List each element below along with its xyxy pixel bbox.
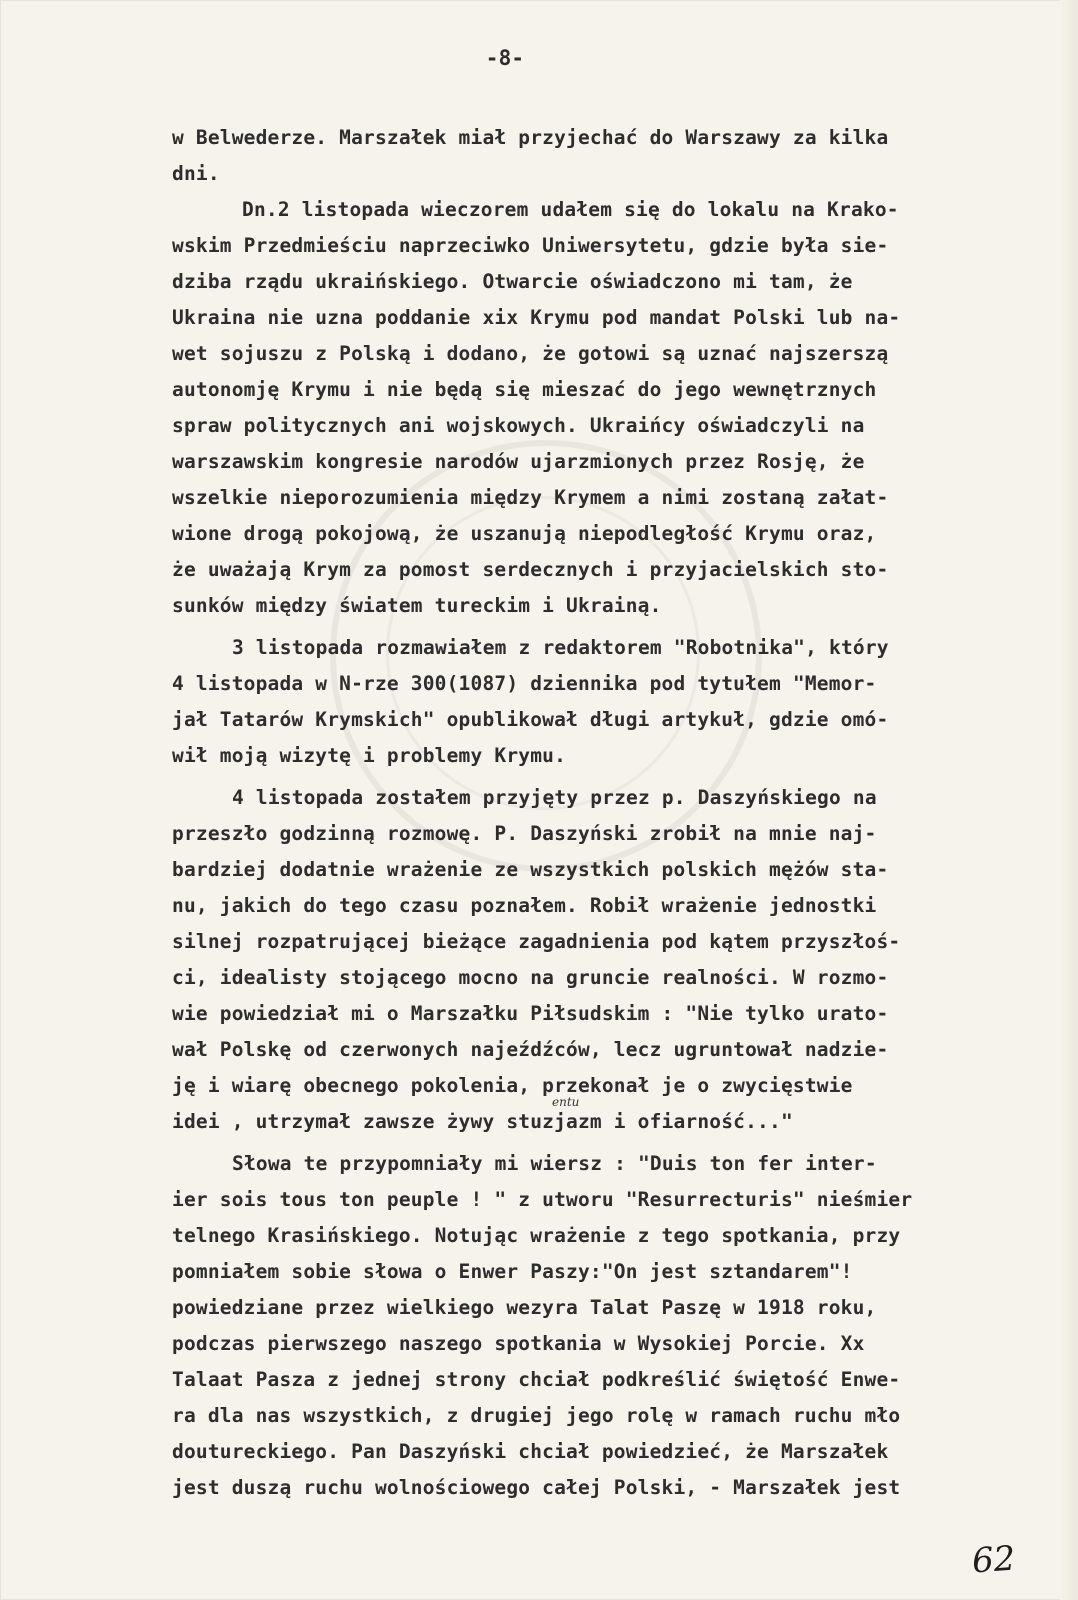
text-line: sunków między światem tureckim i Ukrainą.: [172, 594, 662, 617]
text-line: ier sois tous ton peuple ! " z utworu "Resurrecturis" nieśmier: [172, 1188, 913, 1211]
text-line: wione drogą pokojową, że uszanują niepodległość Krymu oraz,: [172, 522, 877, 545]
text-line: podczas pierwszego naszego spotkania w Wysokiej Porcie. Xx: [172, 1332, 865, 1355]
text-line: Ukraina nie uzna poddanie xix Krymu pod mandat Polski lub na-: [172, 306, 901, 329]
text-line: dziba rządu ukraińskiego. Otwarcie oświadczono mi tam, że: [172, 270, 853, 293]
text-line: telnego Krasińskiego. Notując wrażenie z tego spotkania, przy: [172, 1224, 901, 1247]
text-line: wszelkie nieporozumienia między Krymem a nimi zostaną załat-: [172, 486, 889, 509]
text-line: silnej rozpatrującej bieżące zagadnienia pod kątem przyszłoś-: [172, 930, 901, 953]
text-line: autonomję Krymu i nie będą się mieszać do jego wewnętrznych: [172, 378, 877, 401]
text-line: 3 listopada rozmawiałem z redaktorem "Robotnika", który: [232, 636, 889, 659]
text-line: doutureckiego. Pan Daszyński chciał powiedzieć, że Marszałek: [172, 1440, 889, 1463]
text-line: Talaat Pasza z jednej strony chciał podkreślić świętość Enwe-: [172, 1368, 901, 1391]
page-number: -8-: [485, 46, 525, 70]
text-line: że uważają Krym za pomost serdecznych i przyjacielskich sto-: [172, 558, 889, 581]
text-line: Słowa te przypomniały mi wiersz : "Duis ton fer inter-: [232, 1152, 877, 1175]
text-line: bardziej dodatnie wrażenie ze wszystkich polskich mężów sta-: [172, 858, 889, 881]
text-line: 4 listopada w N-rze 300(1087) dziennika pod tytułem "Memor-: [172, 672, 877, 695]
text-line: jał Tatarów Krymskich" opublikował długi artykuł, gdzie omó-: [172, 708, 889, 731]
text-line: w Belwederze. Marszałek miał przyjechać do Warszawy za kilka: [172, 126, 889, 149]
text-line: wskim Przedmieściu naprzeciwko Uniwersytetu, gdzie była sie-: [172, 234, 889, 257]
text-line: pomniałem sobie słowa o Enwer Paszy:"On jest sztandarem"!: [172, 1260, 853, 1283]
text-line: wie powiedział mi o Marszałku Piłsudskim : "Nie tylko urato-: [172, 1002, 889, 1025]
text-line: jest duszą ruchu wolnościowego całej Polski, - Marszałek jest: [172, 1476, 901, 1499]
text-line: Dn.2 listopada wieczorem udałem się do lokalu na Krako-: [242, 198, 899, 221]
text-line: spraw politycznych ani wojskowych. Ukraińcy oświadczyli na: [172, 414, 865, 437]
text-line: 4 listopada zostałem przyjęty przez p. Daszyńskiego na: [232, 786, 877, 809]
text-line: warszawskim kongresie narodów ujarzmionych przez Rosję, że: [172, 450, 865, 473]
text-line: idei , utrzymał zawsze żywy stuzjazm i ofiarność...": [172, 1110, 793, 1133]
text-line: nu, jakich do tego czasu poznałem. Robił wrażenie jednostki: [172, 894, 877, 917]
text-line: wet sojuszu z Polską i dodano, że gotowi są uznać najszerszą: [172, 342, 889, 365]
handwritten-correction: entu: [552, 1095, 580, 1109]
text-line: ci, idealisty stojącego mocno na gruncie realności. W rozmo-: [172, 966, 889, 989]
text-line: wił moją wizytę i problemy Krymu.: [172, 744, 567, 767]
text-line: ję i wiarę obecnego pokolenia, przekonał je o zwycięstwie: [172, 1074, 853, 1097]
text-line: powiedziane przez wielkiego wezyra Talat Paszę w 1918 roku,: [172, 1296, 877, 1319]
text-line: dni.: [172, 162, 220, 185]
text-line: przeszło godzinną rozmowę. P. Daszyński zrobił na mnie naj-: [172, 822, 877, 845]
text-line: ra dla nas wszystkich, z drugiej jego rolę w ramach ruchu mło: [172, 1404, 901, 1427]
handwritten-page-number: 62: [970, 1538, 1017, 1582]
text-line: wał Polskę od czerwonych najeźdźców, lecz ugruntował nadzie-: [172, 1038, 889, 1061]
